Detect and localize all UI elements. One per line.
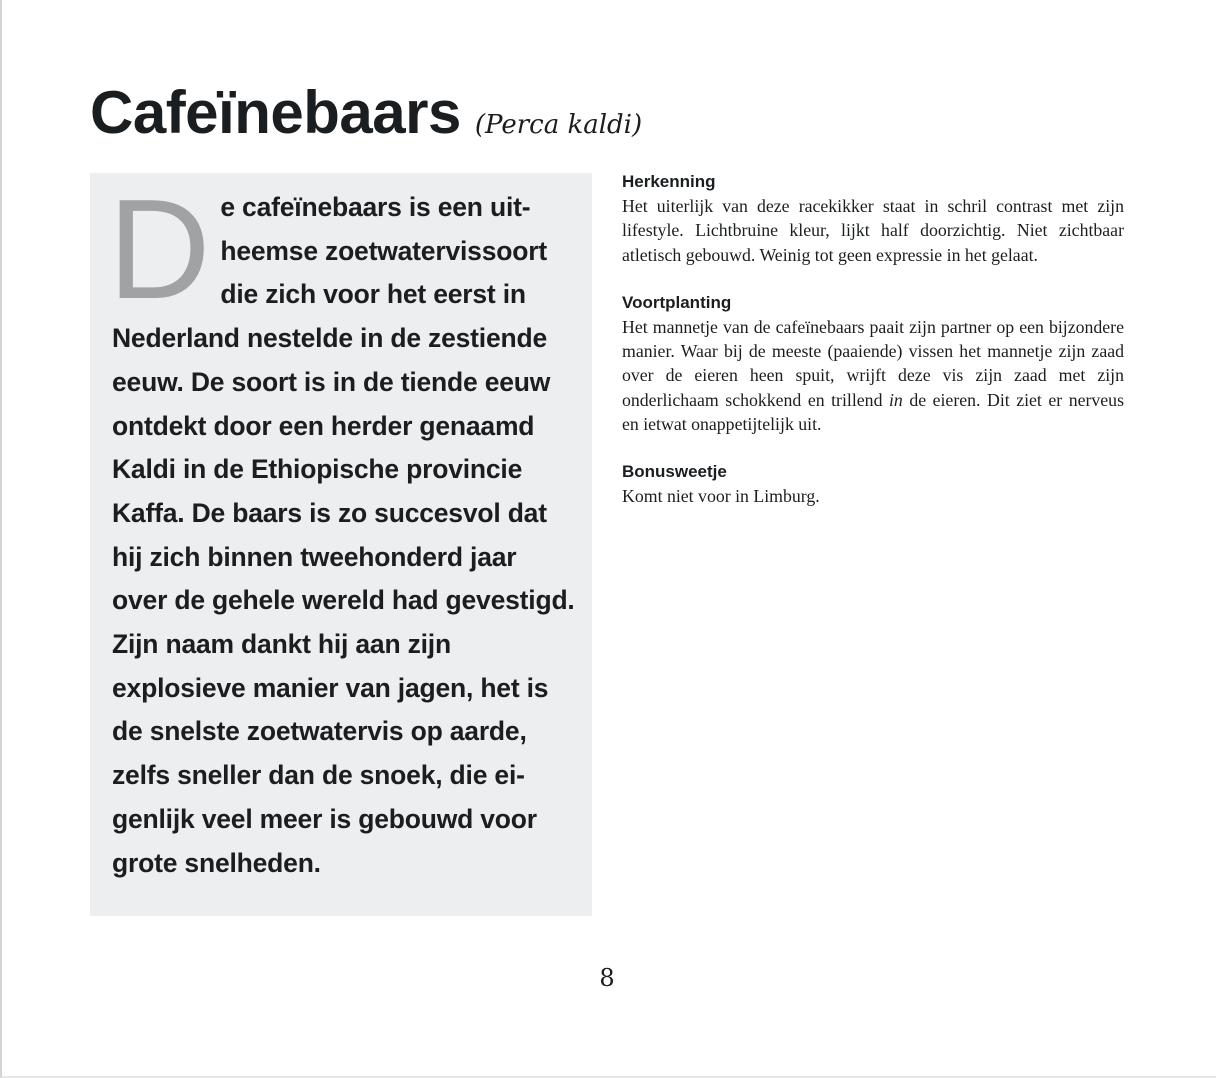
scientific-name: (Perca kaldi) [474, 110, 643, 140]
section-body: Het uiterlijk van deze racekikker staat in schril contrast met zijn lifestyle. Lichtbruine kleur, lijkt half doorzichtig. Niet zichtbaar atletisch gebouwd. Weinig tot geen expressie in het gelaat. [622, 196, 1124, 265]
section-heading: Herkenning [622, 172, 716, 191]
page-title: Cafeïnebaars [90, 79, 461, 146]
section-herkenning [622, 170, 1124, 267]
section-voortplanting [622, 291, 1124, 436]
section-body [622, 315, 1124, 436]
intro-paragraph [108, 170, 576, 885]
page-number: 8 [599, 964, 615, 992]
title-row [90, 78, 642, 147]
section-heading: Voortplanting [622, 292, 732, 312]
emphasis-text: in [888, 389, 903, 410]
section-body-text: de eieren. Dit ziet er nerveus en ietwat onappetijtelijk uit. [622, 389, 1124, 435]
section-body-text: Het mannetje van de cafeïnebaars paait zijn partner op een bijzondere manier. Waar bij de meeste (paaiende) vissen het mannetje zijn zaad over de eieren heen spuit, wrijft deze vis zijn zaad met zijn onderlichaam schokkend en trillend [622, 316, 1124, 410]
intro-text: e cafeïnebaars is een uitheemse zoetwatervissoort die zich voor het eerst in Nederland nestelde in de zestiende eeuw. De soort is in de tiende eeuw ontdekt door een herder genaamd Kaldi in de Ethiopische provincie Kaffa. De baars is zo succesvol dat hij zich binnen tweehonderd jaar over de gehele wereld had gevestigd. Zijn naam dankt hij aan zijn explosieve manier van jagen, het is de snelste zoetwatervis op aarde, zelfs sneller dan de snoek, die eigenlijk veel meer is gebouwd voor grote snelheden. [112, 192, 575, 878]
section-body: Komt niet voor in Limburg. [622, 486, 820, 507]
section-bonusweetje [622, 460, 1124, 508]
sidebar-sections [622, 170, 1124, 533]
intro-box [90, 170, 592, 916]
section-heading: Bonusweetje [622, 462, 727, 482]
drop-cap: D [108, 170, 211, 329]
